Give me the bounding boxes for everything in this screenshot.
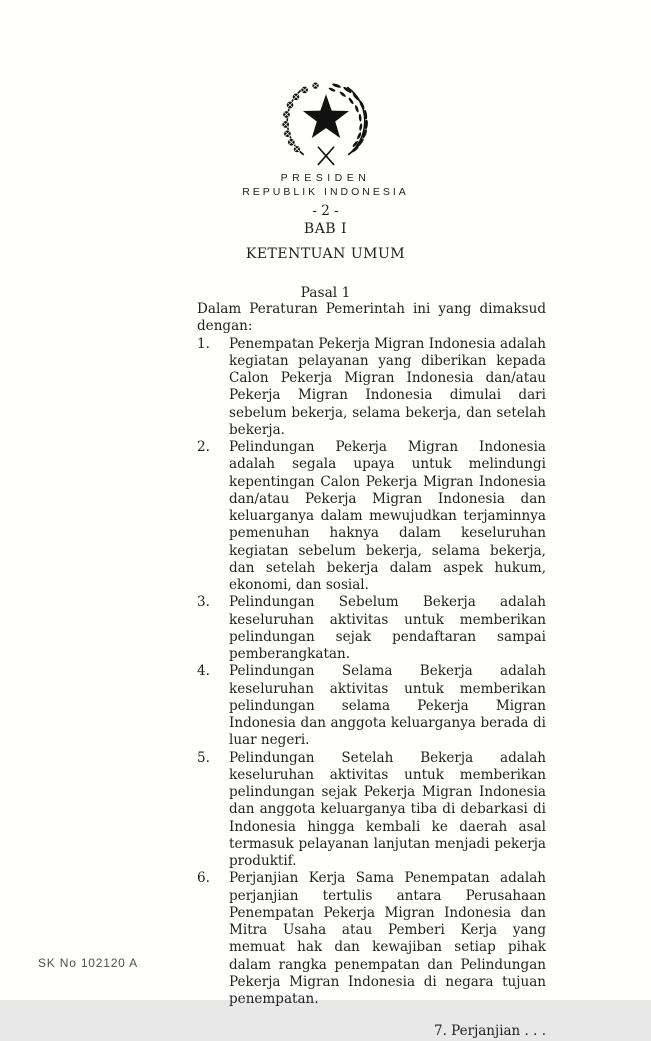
definition-number: 4.	[197, 663, 210, 680]
definition-number: 6.	[197, 870, 210, 887]
definition-text: Perjanjian Kerja Sama Penempatan adalah perjanjian tertulis antara Perusahaan Penempatan Pekerja Migran Indonesia dan Mitra Usaha atau Pemberi Kerja yang memuat hak dan kewajiban setiap pihak dalam rangka penempatan dan Pelindungan Pekerja Migran Indonesia di negara tujuan penempatan.	[229, 870, 546, 1007]
org-name-line2: REPUBLIK INDONESIA	[242, 186, 409, 198]
article-heading: Pasal 1	[300, 285, 351, 301]
emblem-graphic	[270, 76, 382, 172]
page-number: - 2 -	[312, 203, 339, 219]
definition-item	[197, 439, 546, 594]
definition-text: Pelindungan Pekerja Migran Indonesia adalah segala upaya untuk melindungi kepentingan Calon Pekerja Migran Indonesia dan/atau Pekerja Migran Indonesia dan keluarganya dalam mewujudkan terjaminnya pemenuhan haknya dalam keseluruhan kegiatan sebelum bekerja, selama bekerja, dan setelah bekerja dalam aspek hukum, ekonomi, dan sosial.	[229, 439, 546, 593]
doc-code: SK No 102120 A	[38, 956, 138, 970]
definition-item	[197, 663, 546, 749]
definition-text: Pelindungan Setelah Bekerja adalah keseluruhan aktivitas untuk memberikan pelindungan sejak Pekerja Migran Indonesia dan anggota keluarganya tiba di debarkasi di Indonesia hingga kembali ke daerah asal termasuk pelayanan lanjutan menjadi pekerja produktif.	[229, 749, 546, 869]
definition-text: Penempatan Pekerja Migran Indonesia adalah kegiatan pelayanan yang diberikan kepada Calon Pekerja Migran Indonesia dan/atau Pekerja Migran Indonesia dimulai dari sebelum bekerja, selama bekerja, dan setelah bekerja.	[229, 335, 546, 438]
definition-item	[197, 594, 546, 663]
intro-paragraph: Dalam Peraturan Pemerintah ini yang dimaksud dengan:	[197, 301, 546, 335]
definition-item	[197, 750, 546, 871]
letterhead	[0, 172, 651, 199]
definition-item	[197, 336, 546, 440]
chapter-heading: BAB I	[303, 221, 348, 237]
presidential-emblem	[270, 76, 382, 172]
headings	[0, 203, 651, 263]
catchword: 7. Perjanjian . . .	[433, 1023, 546, 1040]
star-icon	[302, 94, 348, 138]
definition-number: 1.	[197, 335, 210, 352]
definition-number: 2.	[197, 439, 210, 455]
definition-item	[197, 870, 546, 1008]
org-name-line1: PRESIDEN	[280, 172, 371, 184]
definition-number: 3.	[197, 594, 210, 611]
article-body	[197, 301, 546, 1041]
definition-text: Pelindungan Sebelum Bekerja adalah keseluruhan aktivitas untuk memberikan pelindungan sejak pendaftaran sampai pemberangkatan.	[229, 594, 546, 662]
definition-number: 5.	[197, 749, 210, 766]
chapter-title: KETENTUAN UMUM	[245, 246, 406, 262]
definition-text: Pelindungan Selama Bekerja adalah keseluruhan aktivitas untuk memberikan pelindungan selama Pekerja Migran Indonesia dan anggota keluarganya berada di luar negeri.	[229, 663, 546, 749]
